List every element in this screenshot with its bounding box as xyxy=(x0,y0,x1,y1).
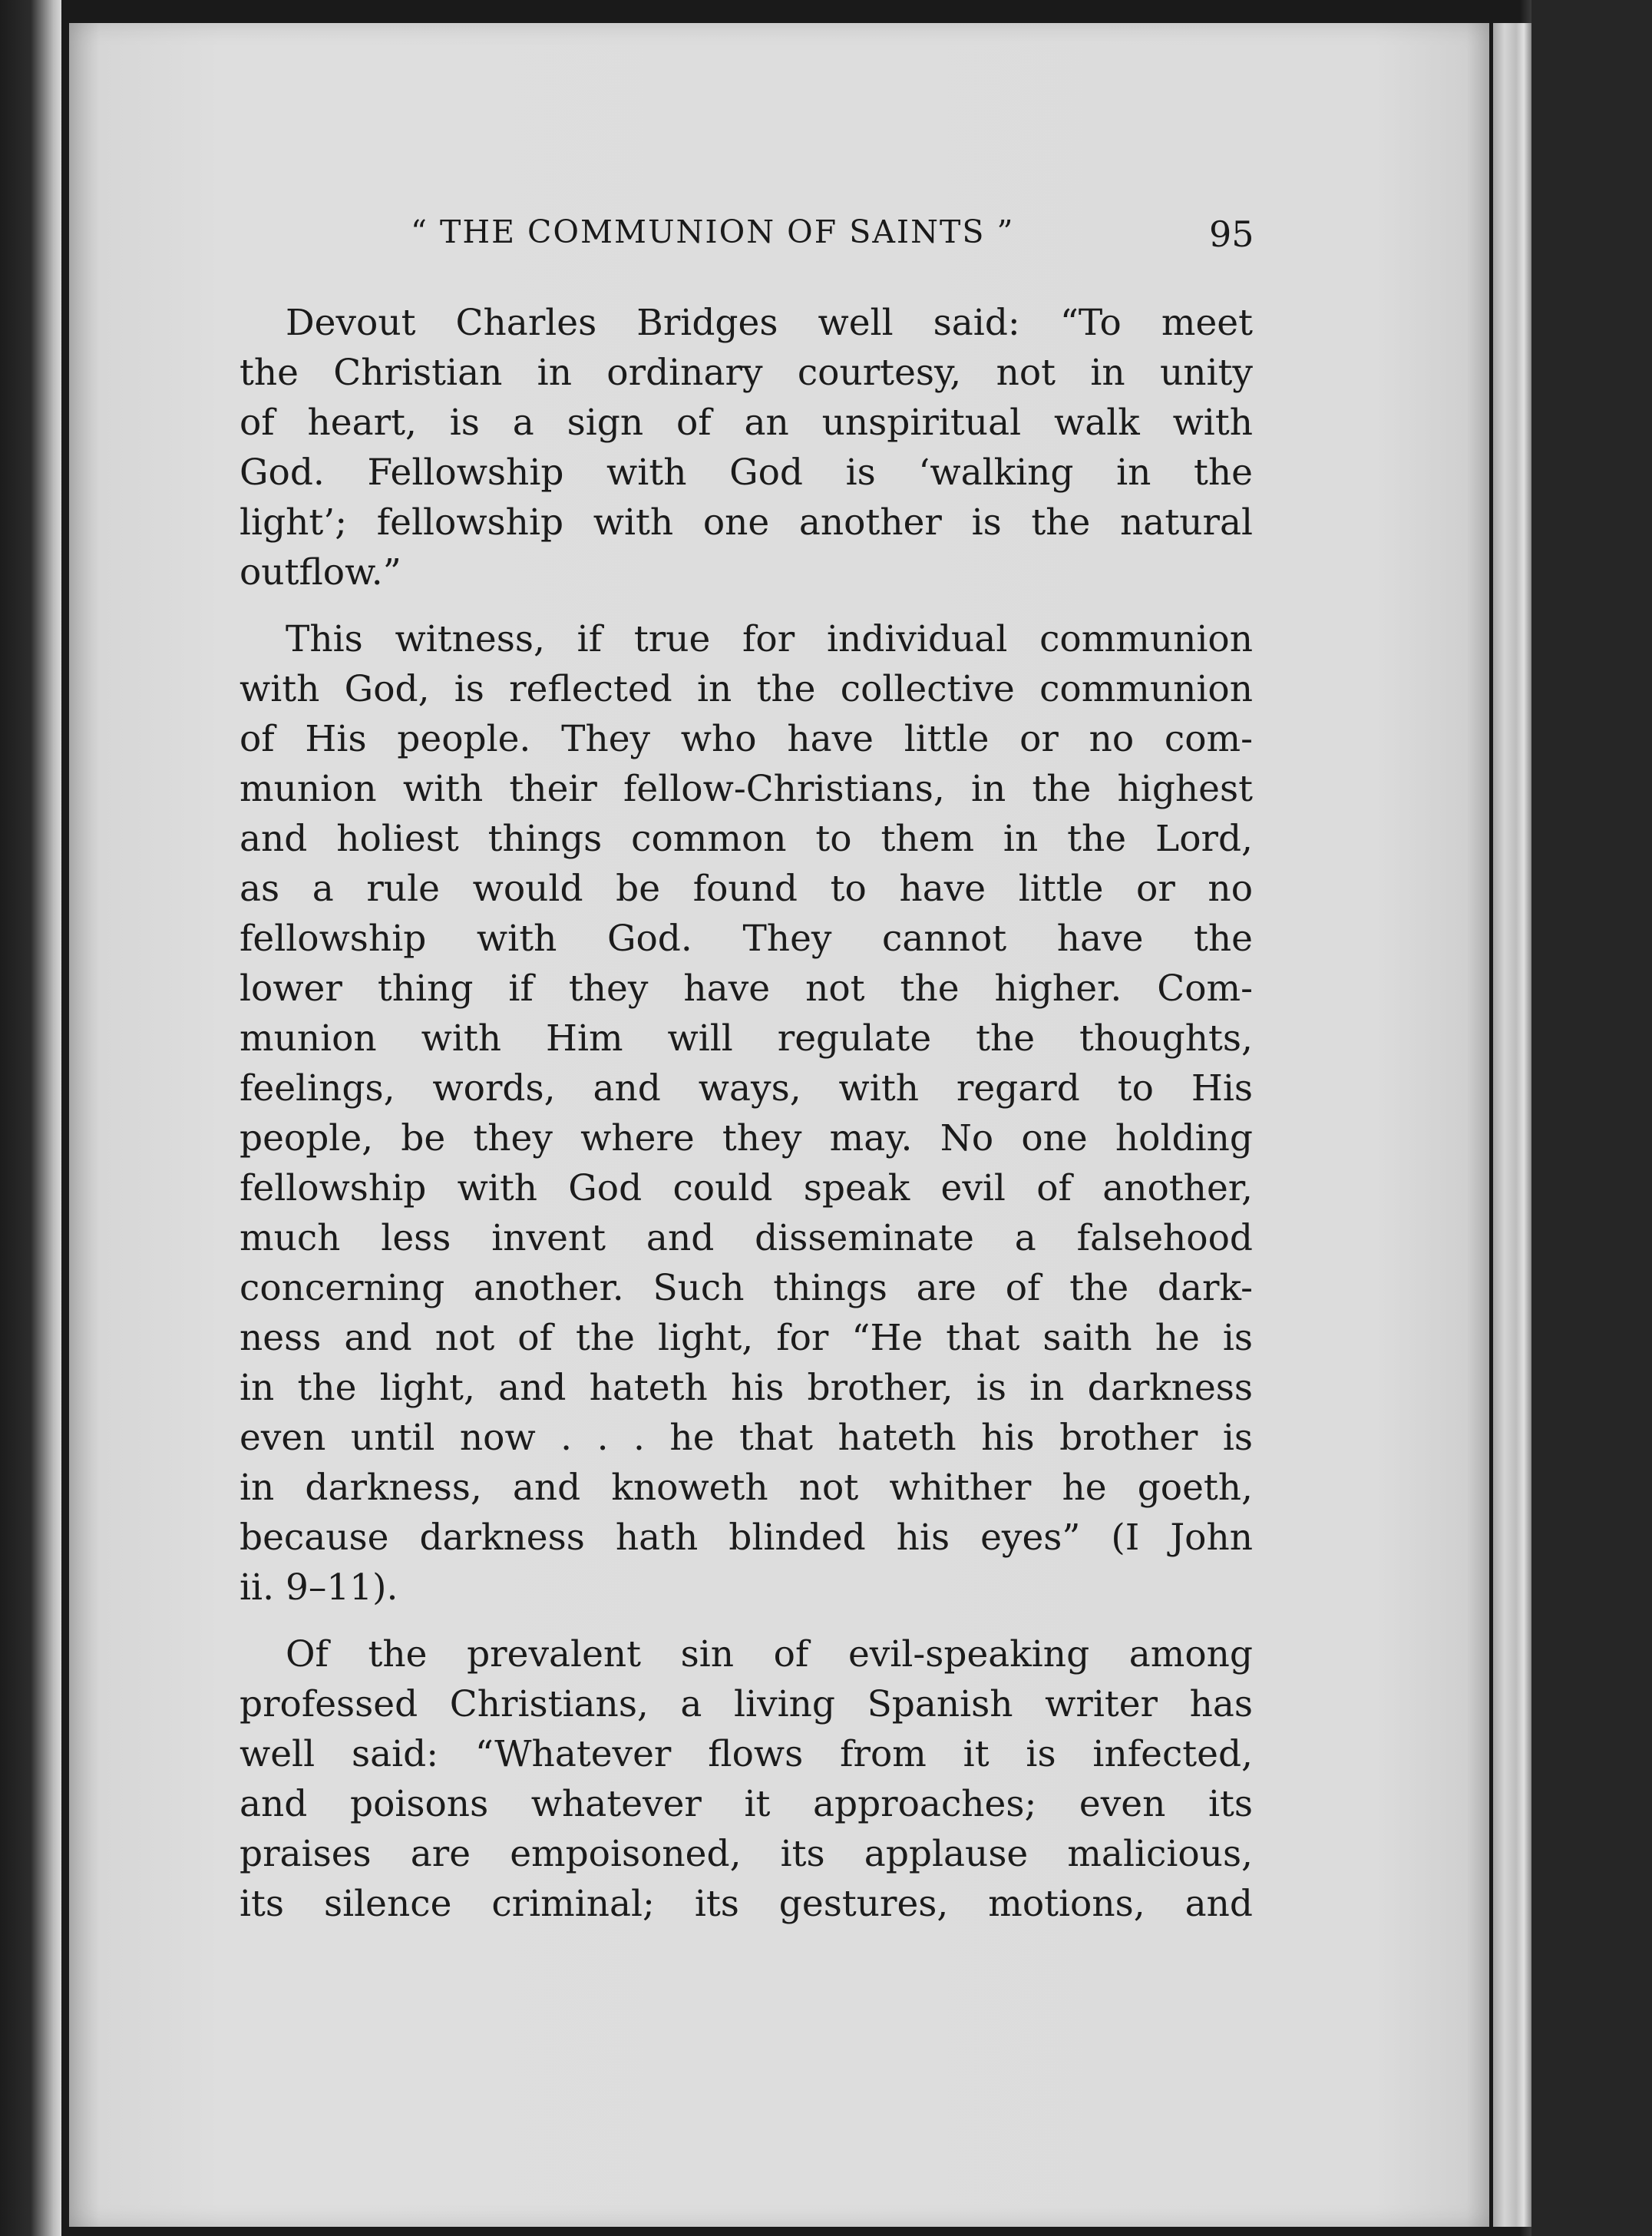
text-line: praises are empoisoned, its applause malicious, xyxy=(240,1833,1253,1875)
text-line: light’; fellowship with one another is the natural xyxy=(240,501,1253,544)
text-line: concerning another. Such things are of the dark- xyxy=(240,1267,1253,1309)
facing-page-edge xyxy=(0,0,61,2236)
page-header xyxy=(411,213,1255,275)
text-line: even until now . . . he that hateth his brother is xyxy=(240,1417,1253,1459)
text-line: ness and not of the light, for “He that saith he is xyxy=(240,1317,1253,1359)
text-line: of heart, is a sign of an unspiritual walk with xyxy=(240,402,1253,444)
text-line: Devout Charles Bridges well said: “To meet xyxy=(286,302,1253,344)
text-line: and holiest things common to them in the Lord, xyxy=(240,818,1253,860)
text-line: Of the prevalent sin of evil-speaking among xyxy=(286,1633,1253,1675)
text-line: because darkness hath blinded his eyes” (I John xyxy=(240,1517,1253,1559)
text-line: professed Christians, a living Spanish writer has xyxy=(240,1683,1253,1725)
text-line: much less invent and disseminate a falsehood xyxy=(240,1217,1253,1259)
text-line: of His people. They who have little or no com- xyxy=(240,718,1253,760)
text-line: lower thing if they have not the higher. Com- xyxy=(240,968,1253,1010)
text-line: people, be they where they may. No one holding xyxy=(240,1117,1253,1159)
text-line: as a rule would be found to have little or no xyxy=(240,868,1253,910)
paragraph xyxy=(240,298,1253,597)
page-stack-edge xyxy=(1493,23,1531,2227)
paragraph xyxy=(240,614,1253,1612)
text-line: its silence criminal; its gestures, motions, and xyxy=(240,1883,1253,1925)
text-line: This witness, if true for individual communion xyxy=(286,618,1253,660)
page-number: 95 xyxy=(1209,213,1254,255)
text-line: munion with their fellow-Christians, in the highest xyxy=(240,768,1253,810)
text-line: well said: “Whatever flows from it is infected, xyxy=(240,1733,1253,1775)
text-line: fellowship with God. They cannot have the xyxy=(240,918,1253,960)
text-line: with God, is reflected in the collective communion xyxy=(240,668,1253,710)
scanner-background xyxy=(1531,0,1652,2236)
text-line: ii. 9–11). xyxy=(240,1566,398,1609)
text-line: in darkness, and knoweth not whither he goeth, xyxy=(240,1467,1253,1509)
body-text xyxy=(240,298,1253,1946)
running-head: “ THE COMMUNION OF SAINTS ” xyxy=(411,213,1015,250)
paragraph xyxy=(240,1629,1253,1929)
text-line: outflow.” xyxy=(240,551,401,594)
text-line: God. Fellowship with God is ‘walking in the xyxy=(240,452,1253,494)
text-line: in the light, and hateth his brother, is in darkness xyxy=(240,1367,1253,1409)
text-line: feelings, words, and ways, with regard to His xyxy=(240,1067,1253,1110)
text-line: fellowship with God could speak evil of another, xyxy=(240,1167,1253,1209)
text-line: the Christian in ordinary courtesy, not in unity xyxy=(240,352,1253,394)
text-line: and poisons whatever it approaches; even its xyxy=(240,1783,1253,1825)
text-line: munion with Him will regulate the thoughts, xyxy=(240,1017,1253,1060)
